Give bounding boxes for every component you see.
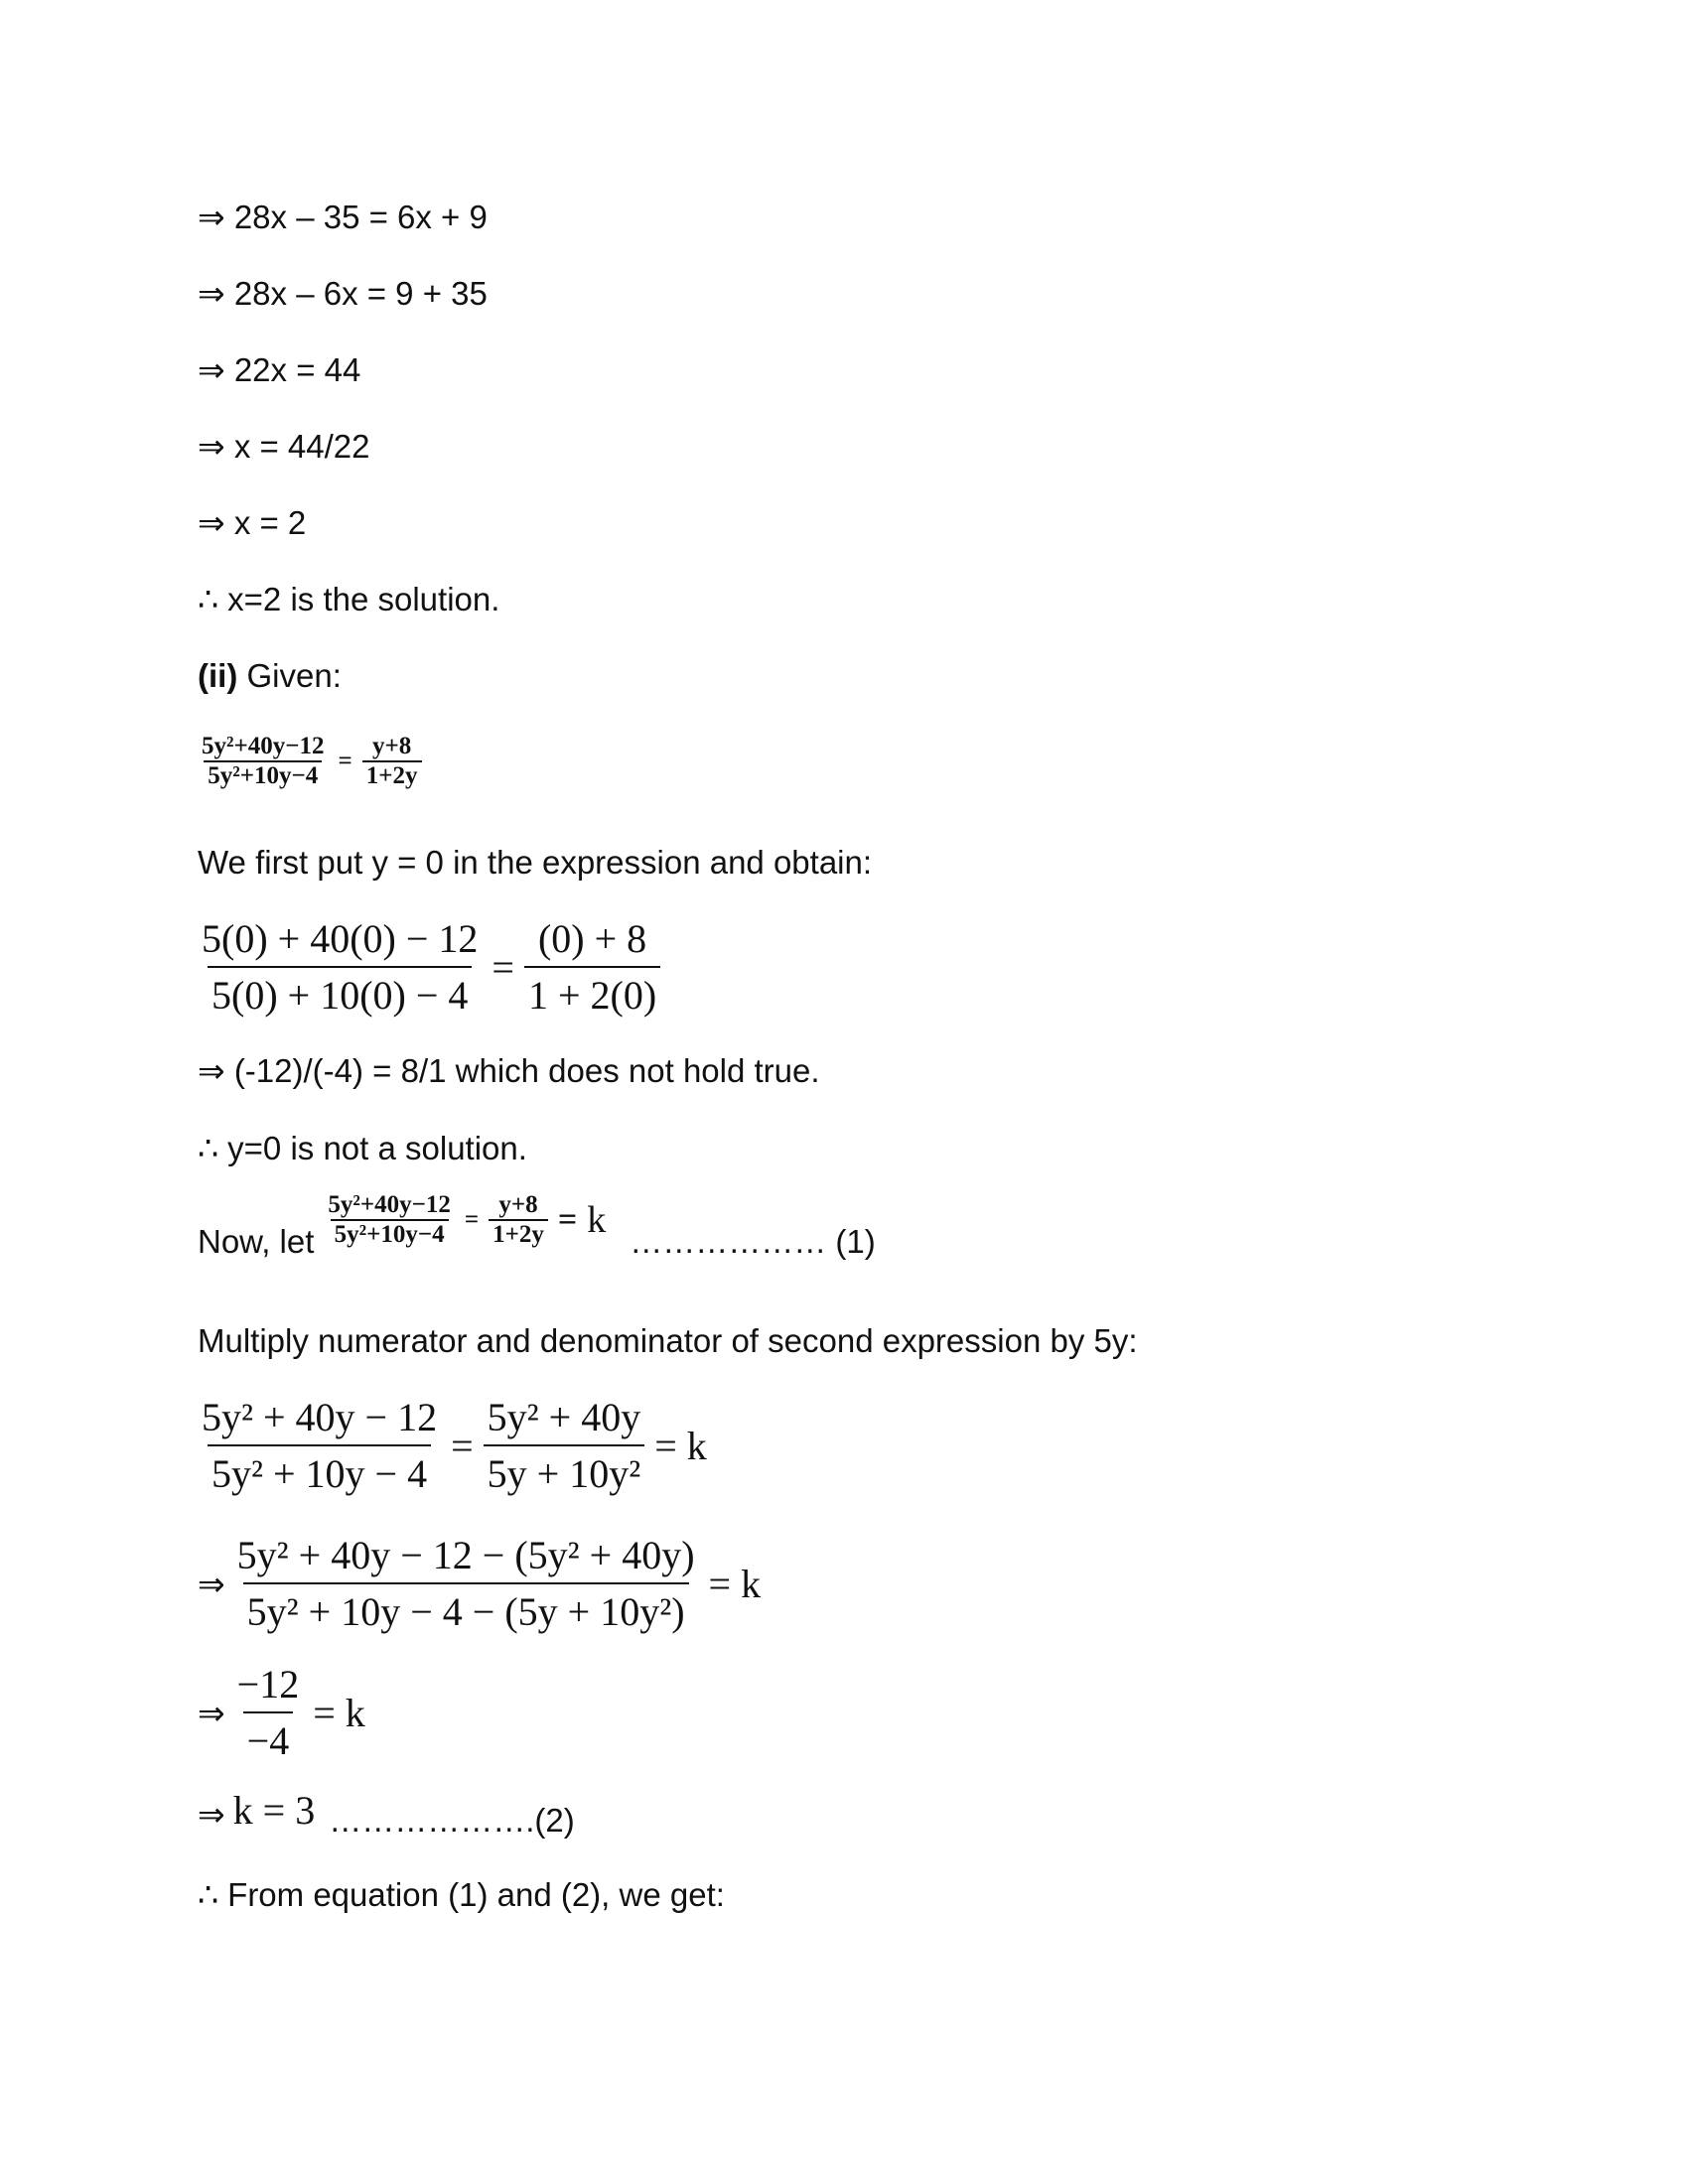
substitution-numerator-right: (0) + 8 — [537, 916, 647, 961]
implies-symbol: ⇒ — [198, 1564, 225, 1603]
ratio-equation — [198, 1661, 365, 1764]
part-ii-heading — [198, 656, 342, 696]
equals-sign: = — [557, 1201, 578, 1238]
step-line-1: ⇒ 28x – 35 = 6x + 9 — [198, 199, 488, 235]
given-denominator-right: 1+2y — [362, 760, 422, 790]
ratio-numerator: −12 — [236, 1662, 300, 1706]
ratio-fraction — [233, 1661, 304, 1764]
equation-1-marker: ……………… (1) — [630, 1223, 876, 1260]
substitution-equation — [198, 915, 660, 1019]
equals-sign: = — [492, 944, 514, 990]
part-ii-label: (ii) — [198, 657, 238, 694]
difference-numerator: 5y² + 40y − 12 − (5y² + 40y) — [236, 1533, 695, 1577]
final-statement: ∴ From equation (1) and (2), we get: — [198, 1876, 725, 1913]
k-value: k = 3 — [232, 1788, 316, 1833]
equals-sign: = — [654, 1423, 677, 1468]
given-equation — [198, 733, 422, 790]
step-line-5: ⇒ x = 2 — [198, 504, 307, 541]
multiplied-numerator-left: 5y² + 40y − 12 — [202, 1395, 438, 1439]
given-numerator-right: y+8 — [372, 733, 412, 759]
multiplied-fraction-left — [198, 1394, 441, 1497]
given-label: Given: — [237, 657, 342, 694]
constant-k: k — [345, 1690, 365, 1735]
multiply-instruction: Multiply numerator and denominator of second expression by 5y: — [198, 1322, 1138, 1359]
let-equation-row — [198, 1191, 876, 1261]
let-numerator-right: y+8 — [498, 1191, 538, 1218]
multiplied-fraction-right — [484, 1394, 645, 1497]
difference-denominator: 5y² + 10y − 4 − (5y + 10y²) — [243, 1582, 689, 1635]
equals-sign: = — [313, 1690, 336, 1735]
implies-symbol: ⇒ — [198, 1693, 225, 1732]
equals-sign: = — [708, 1561, 732, 1606]
implies-symbol: ⇒ — [198, 1795, 225, 1834]
constant-k: k — [587, 1199, 607, 1241]
equation-2-marker: ……………….(2) — [329, 1802, 575, 1839]
difference-equation — [198, 1532, 761, 1635]
substitution-denominator-right: 1 + 2(0) — [524, 966, 660, 1019]
equals-sign: = — [464, 1206, 480, 1233]
step-line-4: ⇒ x = 44/22 — [198, 428, 370, 465]
step-line-2: ⇒ 28x – 6x = 9 + 35 — [198, 275, 488, 312]
given-numerator-left: 5y²+40y−12 — [202, 733, 325, 759]
ratio-denominator: −4 — [243, 1711, 294, 1764]
given-fraction-left — [198, 733, 329, 790]
difference-fraction — [233, 1532, 699, 1635]
let-denominator-left: 5y²+10y−4 — [331, 1219, 449, 1249]
step-line-3: ⇒ 22x = 44 — [198, 351, 361, 388]
constant-k: k — [686, 1423, 707, 1468]
conclusion-x: ∴ x=2 is the solution. — [198, 581, 500, 617]
multiplied-denominator-left: 5y² + 10y − 4 — [208, 1444, 431, 1497]
let-denominator-right: 1+2y — [489, 1219, 548, 1249]
substitution-fraction-left — [198, 915, 482, 1019]
equals-sign: = — [338, 748, 352, 774]
let-fraction-right — [489, 1191, 548, 1249]
given-denominator-left: 5y²+10y−4 — [204, 760, 322, 790]
does-not-hold-text: ⇒ (-12)/(-4) = 8/1 which does not hold true. — [198, 1052, 820, 1089]
constant-k: k — [741, 1561, 762, 1606]
now-let-label: Now, let — [198, 1223, 315, 1260]
equals-sign: = — [451, 1423, 474, 1468]
put-y-zero-text: We first put y = 0 in the expression and obtain: — [198, 844, 873, 881]
multiplied-equation — [198, 1394, 707, 1497]
let-numerator-left: 5y²+40y−12 — [328, 1191, 451, 1218]
substitution-fraction-right — [524, 915, 660, 1019]
given-fraction-right — [362, 733, 422, 790]
k-value-row — [198, 1787, 575, 1839]
multiplied-denominator-right: 5y + 10y² — [484, 1444, 645, 1497]
let-fraction-left — [324, 1191, 455, 1249]
substitution-numerator-left: 5(0) + 40(0) − 12 — [202, 916, 479, 961]
let-equation — [324, 1191, 606, 1249]
multiplied-numerator-right: 5y² + 40y — [487, 1395, 641, 1439]
substitution-denominator-left: 5(0) + 10(0) − 4 — [208, 966, 472, 1019]
conclusion-y: ∴ y=0 is not a solution. — [198, 1130, 527, 1166]
